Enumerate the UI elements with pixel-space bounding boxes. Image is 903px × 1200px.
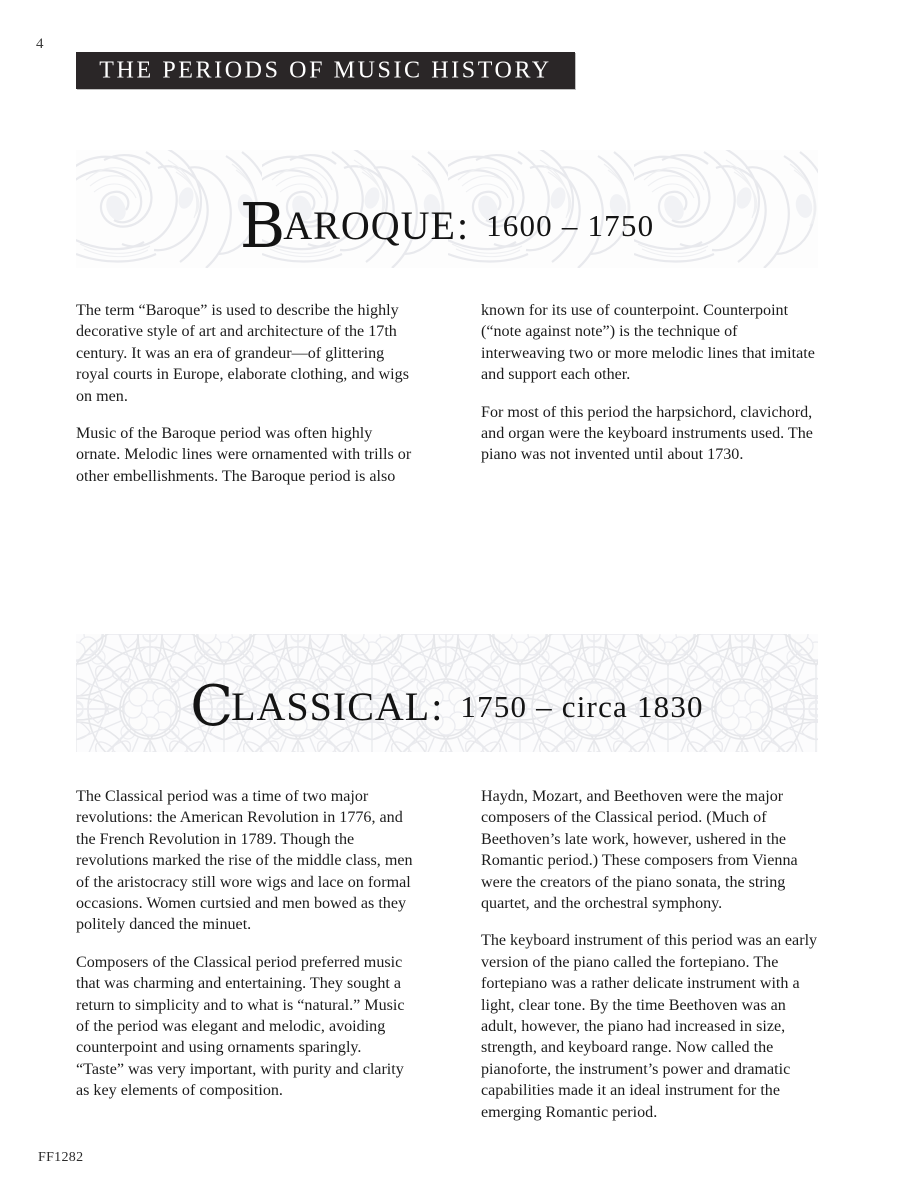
footer-product-code: FF1282 <box>38 1150 84 1165</box>
page-number: 4 <box>36 36 44 52</box>
page-header-bar <box>76 52 575 89</box>
baroque-heading <box>76 150 818 268</box>
section-banner-baroque <box>76 150 818 268</box>
baroque-column-left <box>76 300 413 487</box>
paragraph: For most of this period the harpsichord, clavichord, and organ were the keyboard instruments used. The piano was not invented until about 1730. <box>481 403 813 464</box>
classical-column-right <box>481 786 818 1123</box>
baroque-title-rest: AROQUE <box>283 203 456 248</box>
baroque-column-right <box>481 300 818 487</box>
paragraph: known for its use of counterpoint. Counterpoint (“note against note”) is the technique of interweaving two or more melodic lines that imitate and support each other. <box>481 302 815 384</box>
paragraph: Music of the Baroque period was often highly ornate. Melodic lines were ornamented with trills or other embellishments. The Baroque period is also <box>76 425 412 485</box>
page-title: THE PERIODS OF MUSIC HISTORY <box>99 57 552 84</box>
classical-body-columns <box>76 786 818 1123</box>
classical-years: 1750 – circa 1830 <box>460 689 704 724</box>
classical-dropcap: C <box>190 674 234 739</box>
classical-title-colon: : <box>431 684 443 729</box>
paragraph: Haydn, Mozart, and Beethoven were the major composers of the Classical period. (Much of Beethoven’s late work, however, ushered in the Romantic period.) These composers from Vienna were the creators of the piano sonata, the string quartet, and the orchestral symphony. <box>481 788 798 913</box>
classical-column-left <box>76 786 413 1123</box>
baroque-years: 1600 – 1750 <box>486 208 655 243</box>
paragraph: The term “Baroque” is used to describe the highly decorative style of art and architecture of the 17th century. It was an era of grandeur—of glittering royal courts in Europe, elaborate clothing, and wigs on men. <box>76 302 409 405</box>
section-banner-classical <box>76 634 818 752</box>
baroque-title-colon: : <box>456 203 469 248</box>
paragraph: The keyboard instrument of this period was an early version of the piano called the fortepiano. The fortepiano was a rather delicate instrument with a light, clear tone. By the time Beethoven was an adult, however, the piano had increased in size, strength, and keyboard range. Now called the pianoforte, the instrument’s power and dramatic capabilities made it an ideal instrument for the emerging Romantic period. <box>481 932 818 1121</box>
baroque-dropcap: B <box>239 189 286 262</box>
baroque-body-columns <box>76 300 818 487</box>
classical-heading <box>76 634 818 752</box>
classical-title-rest: LASSICAL <box>231 684 431 729</box>
paragraph: The Classical period was a time of two major revolutions: the American Revolution in 1776, and the French Revolution in 1789. Though the revolutions marked the rise of the middle class, men of the aristocracy still wore wigs and lace on formal occasions. Women curtsied and men bowed as they politely danced the minuet. <box>76 788 413 934</box>
paragraph: Composers of the Classical period preferred music that was charming and entertaining. They sought a return to simplicity and to what is “natural.” Music of the period was elegant and melodic, avoiding counterpoint and using ornaments sparingly. “Taste” was very important, with purity and clarity as key elements of composition. <box>76 953 405 1100</box>
